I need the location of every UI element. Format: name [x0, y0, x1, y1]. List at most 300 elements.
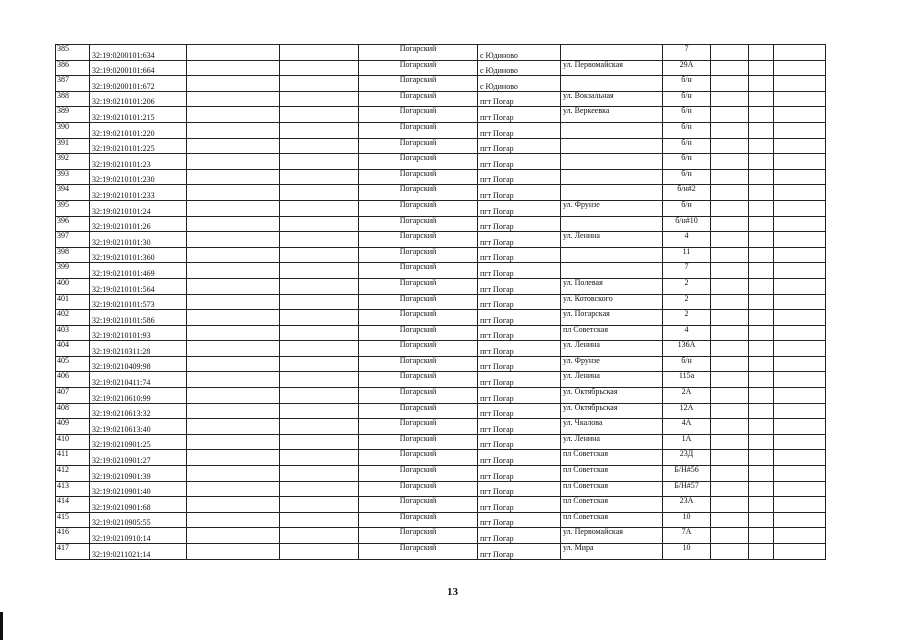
cell-locality: пгт Погар: [478, 169, 561, 185]
table-row: [56, 200, 826, 216]
cell-empty: [187, 216, 280, 232]
cell-district: Погарский: [359, 169, 478, 185]
cell-empty: [774, 372, 826, 388]
cell-empty: [774, 403, 826, 419]
table-row: [56, 138, 826, 154]
cell-district: Погарский: [359, 419, 478, 435]
cell-empty: [749, 388, 774, 404]
cell-street: ул. Фрунзе: [561, 200, 663, 216]
cell-empty: [711, 154, 749, 170]
cell-empty: [187, 232, 280, 248]
cell-house-number: 10: [663, 512, 711, 528]
cell-empty: [774, 154, 826, 170]
cell-empty: [749, 263, 774, 279]
cell-empty: [774, 544, 826, 560]
cell-cadastral-number: 32:19:0210613:40: [90, 419, 187, 435]
cell-row-number: 401: [56, 294, 90, 310]
cell-district: Погарский: [359, 45, 478, 61]
table-row: [56, 388, 826, 404]
cell-empty: [749, 341, 774, 357]
cell-empty: [187, 169, 280, 185]
cell-street: ул. Ленина: [561, 434, 663, 450]
cell-district: Погарский: [359, 76, 478, 92]
cell-empty: [280, 278, 359, 294]
cell-house-number: б/н: [663, 356, 711, 372]
cell-empty: [280, 434, 359, 450]
cell-locality: пгт Погар: [478, 434, 561, 450]
cell-house-number: б/н: [663, 76, 711, 92]
cell-locality: пгт Погар: [478, 138, 561, 154]
cell-house-number: б/н: [663, 122, 711, 138]
cell-row-number: 386: [56, 60, 90, 76]
cell-empty: [280, 154, 359, 170]
cell-house-number: 136А: [663, 341, 711, 357]
cell-cadastral-number: 32:19:0210101:93: [90, 325, 187, 341]
cell-district: Погарский: [359, 466, 478, 482]
cell-cadastral-number: 32:19:0210411:74: [90, 372, 187, 388]
cell-locality: пгт Погар: [478, 185, 561, 201]
cell-street: [561, 45, 663, 61]
cell-street: ул. Октябрьская: [561, 388, 663, 404]
cell-empty: [711, 107, 749, 123]
cell-empty: [774, 481, 826, 497]
cell-empty: [187, 91, 280, 107]
cell-empty: [187, 60, 280, 76]
cell-empty: [187, 263, 280, 279]
cell-cadastral-number: 32:19:0210901:39: [90, 466, 187, 482]
cell-cadastral-number: 32:19:0200101:634: [90, 45, 187, 61]
cell-street: ул. Вокзальная: [561, 91, 663, 107]
cell-row-number: 394: [56, 185, 90, 201]
cell-empty: [774, 200, 826, 216]
cell-house-number: б/н: [663, 200, 711, 216]
cell-house-number: Б/Н#57: [663, 481, 711, 497]
cell-empty: [749, 247, 774, 263]
table-row: [56, 60, 826, 76]
cell-empty: [280, 91, 359, 107]
cell-street: [561, 154, 663, 170]
cell-locality: пгт Погар: [478, 512, 561, 528]
cell-empty: [774, 138, 826, 154]
table-body: [56, 45, 826, 560]
table-row: [56, 107, 826, 123]
cell-cadastral-number: 32:19:0210101:564: [90, 278, 187, 294]
cell-street: [561, 185, 663, 201]
cell-row-number: 393: [56, 169, 90, 185]
cell-empty: [774, 107, 826, 123]
cell-empty: [749, 45, 774, 61]
cell-row-number: 413: [56, 481, 90, 497]
cell-district: Погарский: [359, 154, 478, 170]
cell-house-number: б/н: [663, 107, 711, 123]
cell-house-number: 29А: [663, 60, 711, 76]
table-row: [56, 232, 826, 248]
cell-district: Погарский: [359, 122, 478, 138]
cell-cadastral-number: 32:19:0210101:220: [90, 122, 187, 138]
table-row: [56, 497, 826, 513]
cell-locality: пгт Погар: [478, 388, 561, 404]
cell-locality: пгт Погар: [478, 544, 561, 560]
cell-cadastral-number: 32:19:0210901:68: [90, 497, 187, 513]
cell-empty: [774, 512, 826, 528]
cell-row-number: 399: [56, 263, 90, 279]
cell-house-number: б/н: [663, 91, 711, 107]
cell-district: Погарский: [359, 434, 478, 450]
cell-locality: пгт Погар: [478, 122, 561, 138]
cell-empty: [774, 310, 826, 326]
cell-empty: [774, 185, 826, 201]
cell-empty: [774, 356, 826, 372]
cell-empty: [711, 497, 749, 513]
cell-empty: [187, 341, 280, 357]
cell-empty: [774, 122, 826, 138]
cell-cadastral-number: 32:19:0210910:14: [90, 528, 187, 544]
cell-empty: [749, 403, 774, 419]
cell-locality: пгт Погар: [478, 419, 561, 435]
cell-locality: пгт Погар: [478, 200, 561, 216]
cell-empty: [711, 76, 749, 92]
cell-row-number: 385: [56, 45, 90, 61]
cell-cadastral-number: 32:19:0210101:26: [90, 216, 187, 232]
cell-street: ул. Ленина: [561, 232, 663, 248]
cell-empty: [280, 232, 359, 248]
cell-empty: [749, 512, 774, 528]
cell-house-number: 23А: [663, 497, 711, 513]
cell-empty: [280, 341, 359, 357]
cell-empty: [280, 466, 359, 482]
cell-empty: [749, 497, 774, 513]
cell-house-number: б/н#2: [663, 185, 711, 201]
cell-empty: [187, 45, 280, 61]
cell-empty: [280, 310, 359, 326]
cell-district: Погарский: [359, 200, 478, 216]
cell-empty: [280, 263, 359, 279]
page-number: 13: [447, 586, 458, 598]
cell-house-number: б/н: [663, 154, 711, 170]
cell-row-number: 405: [56, 356, 90, 372]
cell-row-number: 397: [56, 232, 90, 248]
cell-empty: [774, 466, 826, 482]
cell-empty: [280, 528, 359, 544]
cell-locality: пгт Погар: [478, 497, 561, 513]
cell-empty: [749, 122, 774, 138]
cell-empty: [187, 76, 280, 92]
cell-empty: [711, 310, 749, 326]
cell-empty: [280, 185, 359, 201]
cell-locality: с Юдиново: [478, 76, 561, 92]
cell-empty: [280, 419, 359, 435]
cell-row-number: 407: [56, 388, 90, 404]
cell-empty: [711, 263, 749, 279]
cell-district: Погарский: [359, 544, 478, 560]
cell-row-number: 409: [56, 419, 90, 435]
cell-empty: [711, 91, 749, 107]
cell-empty: [187, 310, 280, 326]
cell-row-number: 389: [56, 107, 90, 123]
table-row: [56, 544, 826, 560]
cell-empty: [749, 481, 774, 497]
cell-empty: [280, 450, 359, 466]
cell-locality: пгт Погар: [478, 481, 561, 497]
cell-empty: [711, 122, 749, 138]
cell-empty: [187, 372, 280, 388]
cell-empty: [187, 450, 280, 466]
table-row: [56, 450, 826, 466]
cell-locality: пгт Погар: [478, 154, 561, 170]
cell-empty: [749, 278, 774, 294]
cell-empty: [187, 107, 280, 123]
cell-district: Погарский: [359, 247, 478, 263]
cell-house-number: 4: [663, 325, 711, 341]
cell-district: Погарский: [359, 450, 478, 466]
cell-locality: пгт Погар: [478, 403, 561, 419]
cell-empty: [187, 200, 280, 216]
cell-empty: [280, 512, 359, 528]
cell-house-number: 2А: [663, 388, 711, 404]
cell-row-number: 387: [56, 76, 90, 92]
cell-empty: [749, 434, 774, 450]
table-row: [56, 185, 826, 201]
cell-district: Погарский: [359, 481, 478, 497]
cell-empty: [774, 419, 826, 435]
cell-locality: пгт Погар: [478, 232, 561, 248]
cell-locality: с Юдиново: [478, 60, 561, 76]
scan-edge-mark: [0, 612, 3, 640]
cell-empty: [280, 76, 359, 92]
cell-district: Погарский: [359, 388, 478, 404]
cell-cadastral-number: 32:19:0210901:25: [90, 434, 187, 450]
cell-empty: [774, 45, 826, 61]
cell-empty: [187, 154, 280, 170]
cell-empty: [711, 45, 749, 61]
table-row: [56, 122, 826, 138]
cell-locality: пгт Погар: [478, 91, 561, 107]
cell-empty: [774, 528, 826, 544]
table-row: [56, 419, 826, 435]
cell-empty: [749, 216, 774, 232]
cell-empty: [749, 60, 774, 76]
cell-house-number: 4А: [663, 419, 711, 435]
table-row: [56, 372, 826, 388]
cell-row-number: 400: [56, 278, 90, 294]
cell-locality: пгт Погар: [478, 528, 561, 544]
cell-cadastral-number: 32:19:0210311:28: [90, 341, 187, 357]
cell-locality: пгт Погар: [478, 356, 561, 372]
cell-empty: [187, 512, 280, 528]
cell-empty: [711, 419, 749, 435]
cell-house-number: б/н: [663, 169, 711, 185]
cell-empty: [711, 294, 749, 310]
cell-district: Погарский: [359, 403, 478, 419]
cell-empty: [711, 325, 749, 341]
cell-street: [561, 247, 663, 263]
cell-empty: [774, 294, 826, 310]
cell-cadastral-number: 32:19:0210101:469: [90, 263, 187, 279]
cell-house-number: 2: [663, 310, 711, 326]
cell-empty: [749, 185, 774, 201]
cell-empty: [749, 91, 774, 107]
cell-street: [561, 122, 663, 138]
cell-row-number: 410: [56, 434, 90, 450]
cell-house-number: 2: [663, 294, 711, 310]
table-row: [56, 154, 826, 170]
cell-row-number: 402: [56, 310, 90, 326]
table-row: [56, 278, 826, 294]
cell-empty: [774, 232, 826, 248]
cell-cadastral-number: 32:19:0210101:215: [90, 107, 187, 123]
cell-empty: [749, 107, 774, 123]
cell-empty: [774, 434, 826, 450]
cell-house-number: 7: [663, 263, 711, 279]
cell-street: ул. Полевая: [561, 278, 663, 294]
cell-empty: [187, 294, 280, 310]
property-table: [55, 44, 826, 560]
cell-empty: [280, 247, 359, 263]
cell-cadastral-number: 32:19:0211021:14: [90, 544, 187, 560]
cell-street: пл Советская: [561, 450, 663, 466]
cell-empty: [774, 60, 826, 76]
cell-empty: [280, 45, 359, 61]
cell-street: ул. Чкалова: [561, 419, 663, 435]
cell-locality: с Юдиново: [478, 45, 561, 61]
cell-row-number: 412: [56, 466, 90, 482]
cell-row-number: 404: [56, 341, 90, 357]
cell-house-number: 7: [663, 45, 711, 61]
cell-row-number: 392: [56, 154, 90, 170]
cell-district: Погарский: [359, 512, 478, 528]
cell-street: [561, 76, 663, 92]
cell-street: ул. Ленина: [561, 341, 663, 357]
cell-district: Погарский: [359, 372, 478, 388]
cell-locality: пгт Погар: [478, 372, 561, 388]
cell-street: ул. Ленина: [561, 372, 663, 388]
cell-empty: [774, 388, 826, 404]
cell-empty: [749, 294, 774, 310]
cell-row-number: 416: [56, 528, 90, 544]
cell-house-number: 1А: [663, 434, 711, 450]
cell-empty: [280, 294, 359, 310]
cell-street: ул. Погарская: [561, 310, 663, 326]
cell-empty: [749, 232, 774, 248]
cell-empty: [774, 76, 826, 92]
cell-locality: пгт Погар: [478, 325, 561, 341]
table-row: [56, 216, 826, 232]
cell-empty: [711, 434, 749, 450]
cell-empty: [280, 138, 359, 154]
cell-empty: [187, 185, 280, 201]
cell-empty: [280, 325, 359, 341]
cell-cadastral-number: 32:19:0210613:32: [90, 403, 187, 419]
cell-empty: [280, 497, 359, 513]
cell-empty: [749, 310, 774, 326]
cell-locality: пгт Погар: [478, 294, 561, 310]
cell-street: [561, 216, 663, 232]
table-row: [56, 76, 826, 92]
cell-district: Погарский: [359, 310, 478, 326]
cell-row-number: 414: [56, 497, 90, 513]
cell-empty: [749, 138, 774, 154]
cell-empty: [774, 91, 826, 107]
cell-empty: [774, 341, 826, 357]
cell-district: Погарский: [359, 91, 478, 107]
cell-empty: [187, 278, 280, 294]
cell-locality: пгт Погар: [478, 216, 561, 232]
cell-empty: [711, 466, 749, 482]
cell-row-number: 388: [56, 91, 90, 107]
cell-locality: пгт Погар: [478, 341, 561, 357]
cell-empty: [187, 419, 280, 435]
cell-house-number: 23Д: [663, 450, 711, 466]
cell-empty: [711, 372, 749, 388]
cell-street: ул. Первомайская: [561, 528, 663, 544]
cell-empty: [280, 216, 359, 232]
cell-empty: [749, 169, 774, 185]
cell-row-number: 390: [56, 122, 90, 138]
cell-empty: [711, 512, 749, 528]
cell-empty: [187, 122, 280, 138]
cell-locality: пгт Погар: [478, 450, 561, 466]
cell-empty: [749, 528, 774, 544]
cell-cadastral-number: 32:19:0210101:24: [90, 200, 187, 216]
cell-empty: [774, 216, 826, 232]
cell-empty: [749, 356, 774, 372]
table-row: [56, 528, 826, 544]
cell-street: [561, 169, 663, 185]
cell-empty: [280, 544, 359, 560]
cell-district: Погарский: [359, 278, 478, 294]
cell-cadastral-number: 32:19:0210901:27: [90, 450, 187, 466]
cell-district: Погарский: [359, 216, 478, 232]
cell-locality: пгт Погар: [478, 107, 561, 123]
cell-empty: [749, 466, 774, 482]
cell-locality: пгт Погар: [478, 278, 561, 294]
cell-street: пл Советская: [561, 481, 663, 497]
table-row: [56, 325, 826, 341]
cell-street: пл Советская: [561, 466, 663, 482]
cell-cadastral-number: 32:19:0210101:233: [90, 185, 187, 201]
table-row: [56, 310, 826, 326]
table-row: [56, 263, 826, 279]
cell-street: пл Советская: [561, 512, 663, 528]
cell-district: Погарский: [359, 107, 478, 123]
table-row: [56, 45, 826, 61]
cell-district: Погарский: [359, 497, 478, 513]
cell-street: ул. Фрунзе: [561, 356, 663, 372]
cell-house-number: 2: [663, 278, 711, 294]
table-row: [56, 247, 826, 263]
cell-row-number: 391: [56, 138, 90, 154]
cell-street: пл Советская: [561, 325, 663, 341]
cell-row-number: 406: [56, 372, 90, 388]
cell-cadastral-number: 32:19:0210101:30: [90, 232, 187, 248]
table-row: [56, 294, 826, 310]
cell-empty: [280, 107, 359, 123]
cell-street: ул. Октябрьская: [561, 403, 663, 419]
cell-district: Погарский: [359, 294, 478, 310]
cell-cadastral-number: 32:19:0210409:98: [90, 356, 187, 372]
cell-district: Погарский: [359, 356, 478, 372]
cell-empty: [774, 278, 826, 294]
cell-cadastral-number: 32:19:0210101:23: [90, 154, 187, 170]
cell-empty: [187, 325, 280, 341]
cell-house-number: 7А: [663, 528, 711, 544]
table-row: [56, 341, 826, 357]
cell-district: Погарский: [359, 232, 478, 248]
table-row: [56, 169, 826, 185]
cell-district: Погарский: [359, 185, 478, 201]
cell-street: ул. Первомайская: [561, 60, 663, 76]
cell-empty: [711, 544, 749, 560]
